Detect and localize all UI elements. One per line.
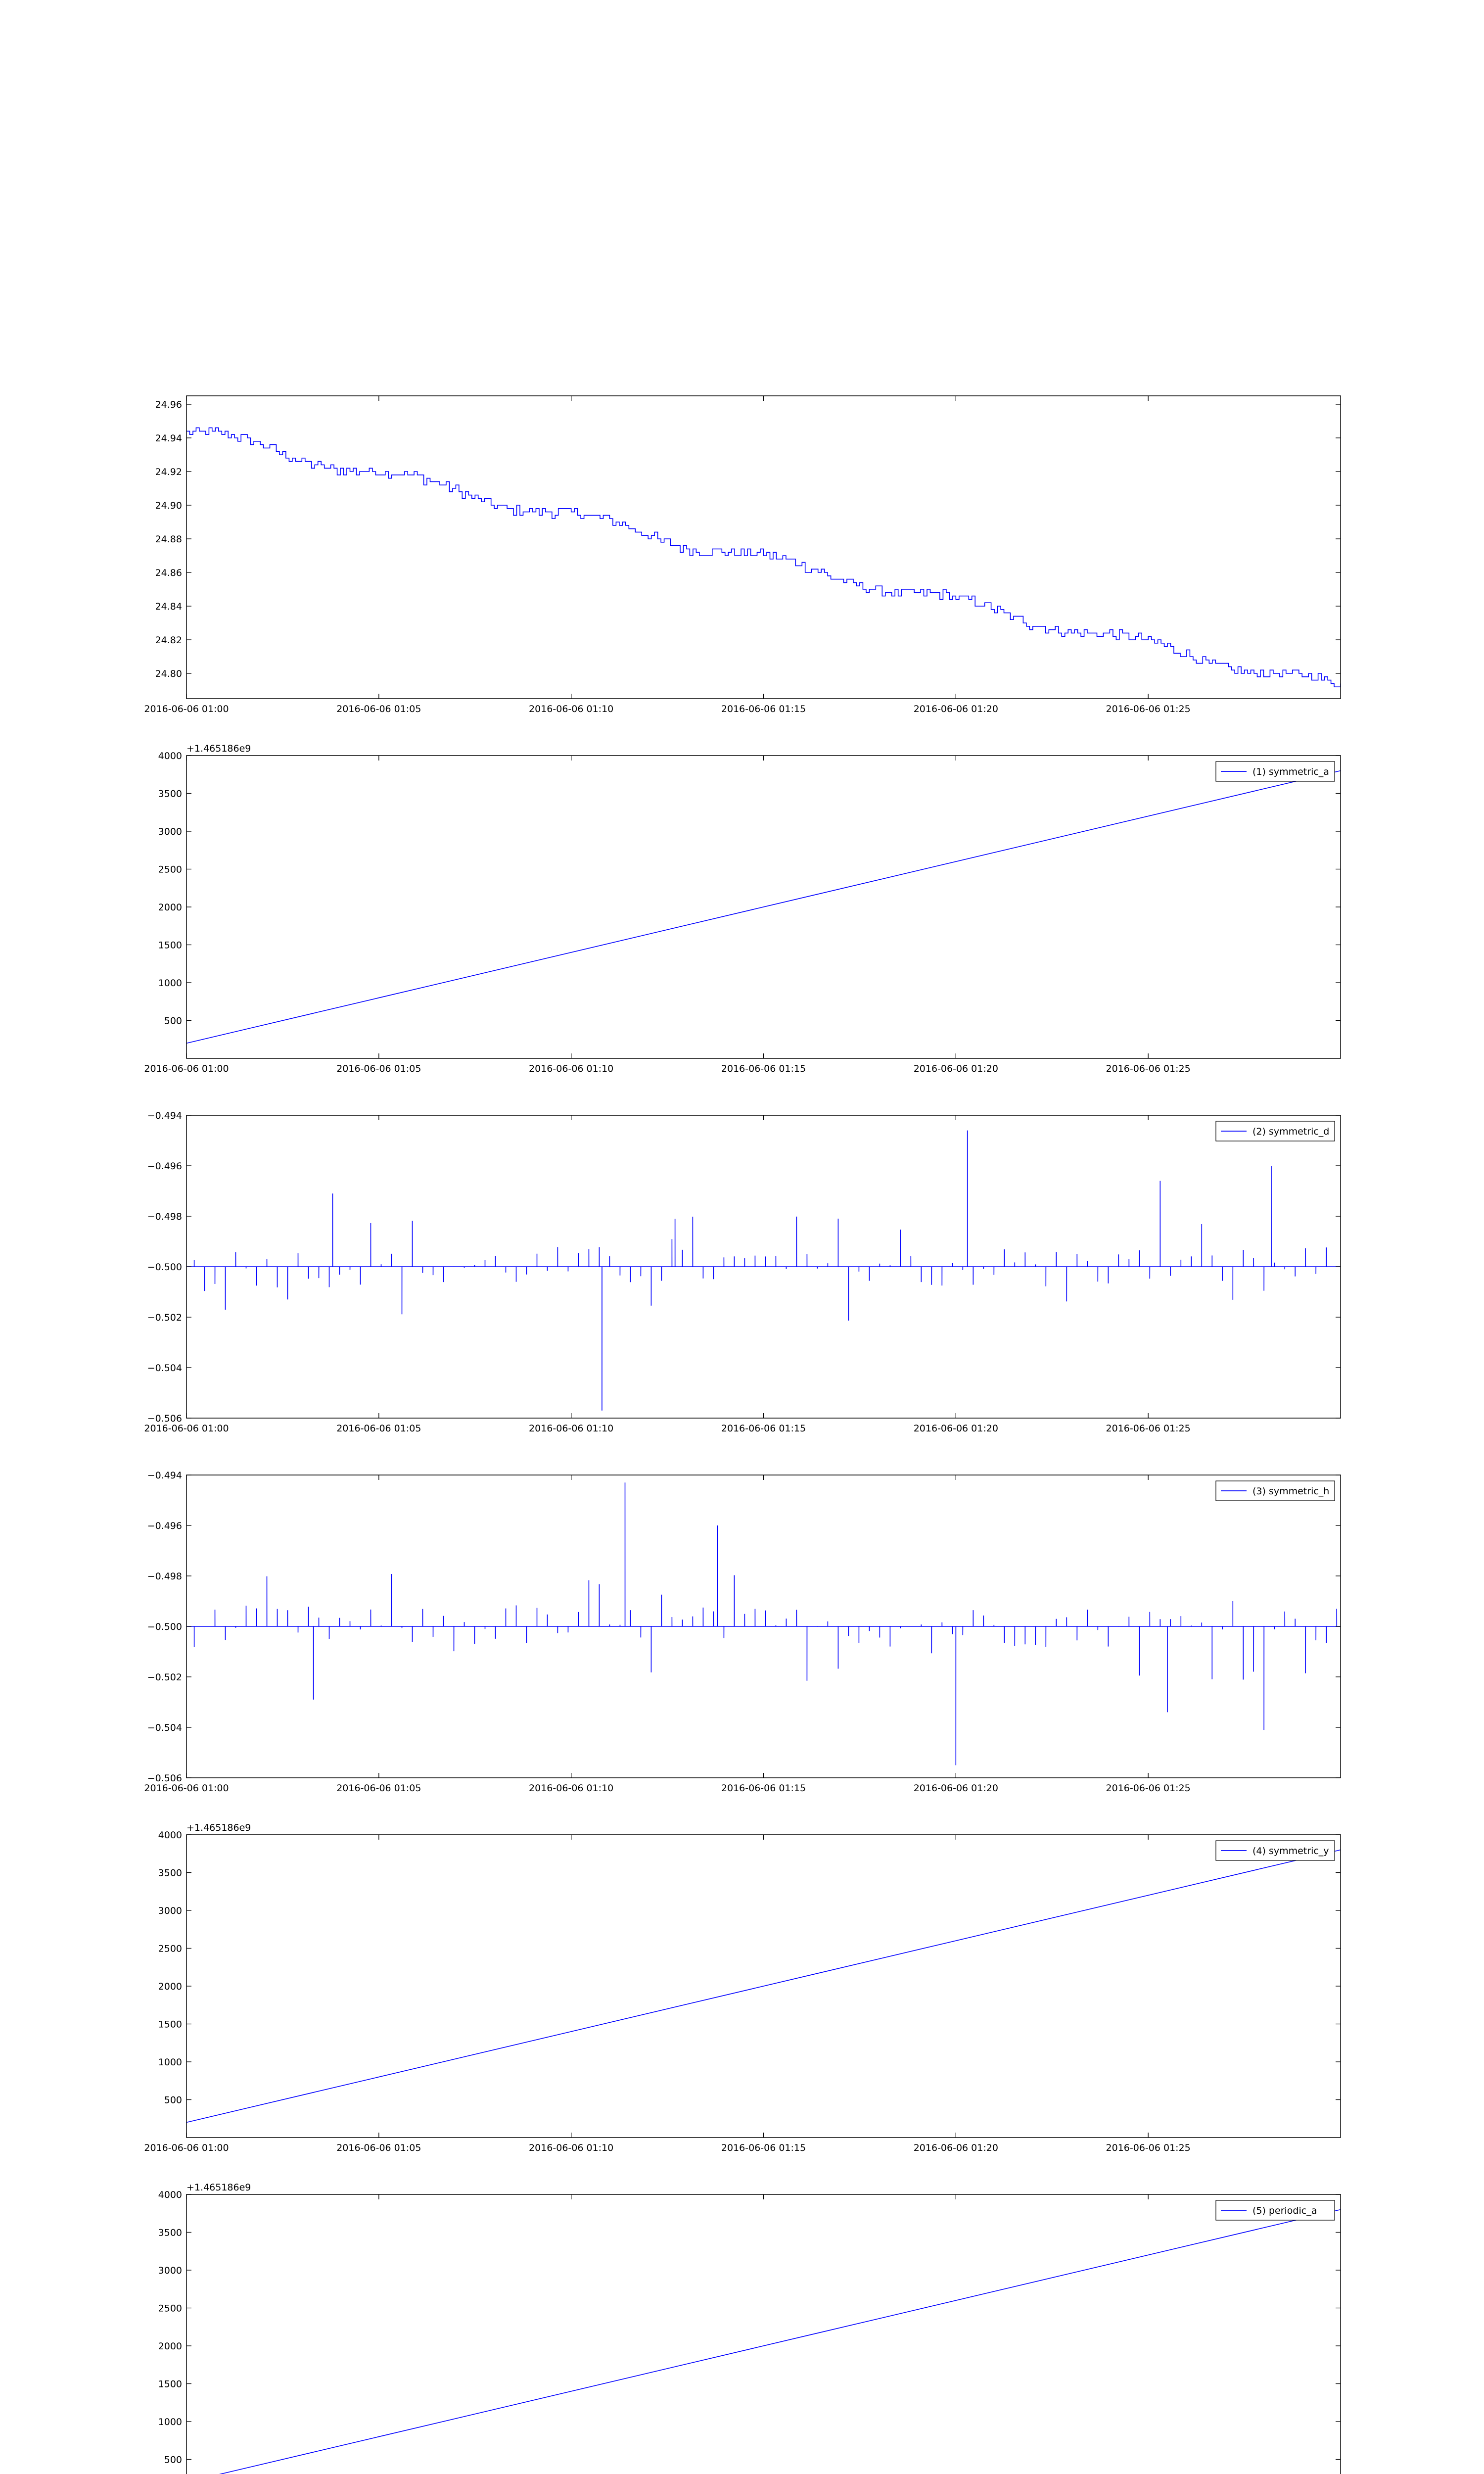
x-tick-label: 2016-06-06 01:05	[336, 1063, 421, 1074]
y-tick-label: 24.90	[155, 500, 182, 511]
series-line	[186, 1850, 1341, 2123]
y-tick-label: −0.496	[147, 1521, 182, 1531]
y-tick-label: 1500	[158, 2019, 182, 2030]
y-tick-label: 3500	[158, 1867, 182, 1879]
y-tick-label: −0.502	[147, 1672, 182, 1683]
x-tick-label: 2016-06-06 01:25	[1106, 704, 1191, 714]
series-line	[186, 1482, 1341, 1765]
x-tick-label: 2016-06-06 01:20	[913, 1063, 998, 1074]
y-tick-label: −0.494	[147, 1110, 182, 1121]
x-tick-label: 2016-06-06 01:15	[721, 1783, 806, 1794]
y-tick-label: 1500	[158, 940, 182, 951]
x-tick-label: 2016-06-06 01:20	[913, 1423, 998, 1434]
series-line	[186, 771, 1341, 1044]
chart-panel-1	[144, 396, 1341, 714]
y-tick-label: 2500	[158, 1943, 182, 1954]
x-tick-label: 2016-06-06 01:10	[529, 1423, 614, 1434]
x-tick-label: 2016-06-06 01:10	[529, 2142, 614, 2153]
y-tick-label: 3500	[158, 788, 182, 800]
x-tick-label: 2016-06-06 01:05	[336, 1783, 421, 1794]
y-tick-label: 2500	[158, 2303, 182, 2314]
x-tick-label: 2016-06-06 01:05	[336, 2142, 421, 2153]
y-tick-label: 1000	[158, 978, 182, 989]
x-tick-label: 2016-06-06 01:15	[721, 1063, 806, 1074]
x-tick-label: 2016-06-06 01:25	[1106, 2142, 1191, 2153]
y-tick-label: −0.502	[147, 1312, 182, 1323]
legend-label: (4) symmetric_y	[1252, 1846, 1329, 1856]
chart-panel-6	[144, 2182, 1341, 2474]
chart-panel-2	[144, 743, 1341, 1074]
y-tick-label: −0.498	[147, 1571, 182, 1582]
y-tick-label: −0.504	[147, 1363, 182, 1374]
x-tick-label: 2016-06-06 01:05	[336, 1423, 421, 1434]
y-tick-label: 24.94	[155, 433, 182, 444]
y-tick-label: 500	[164, 2094, 182, 2106]
chart-panel-5	[144, 1822, 1341, 2153]
x-tick-label: 2016-06-06 01:15	[721, 704, 806, 714]
x-tick-label: 2016-06-06 01:25	[1106, 1423, 1191, 1434]
x-tick-label: 2016-06-06 01:15	[721, 2142, 806, 2153]
y-tick-label: 24.86	[155, 568, 182, 578]
chart-panel-3	[144, 1110, 1341, 1434]
y-tick-label: −0.494	[147, 1470, 182, 1481]
y-tick-label: −0.498	[147, 1211, 182, 1222]
x-tick-label: 2016-06-06 01:00	[144, 1063, 229, 1074]
y-tick-label: 1000	[158, 2417, 182, 2427]
legend-label: (2) symmetric_d	[1252, 1126, 1330, 1137]
y-tick-label: 24.84	[155, 601, 182, 612]
legend-label: (1) symmetric_a	[1252, 766, 1329, 777]
x-tick-label: 2016-06-06 01:05	[336, 704, 421, 714]
y-tick-label: −0.500	[147, 1262, 182, 1273]
legend-label: (5) periodic_a	[1252, 2205, 1317, 2216]
x-tick-label: 2016-06-06 01:25	[1106, 1063, 1191, 1074]
x-tick-label: 2016-06-06 01:00	[144, 704, 229, 714]
y-tick-label: 3000	[158, 826, 182, 837]
y-tick-label: 4000	[158, 2189, 182, 2200]
x-tick-label: 2016-06-06 01:25	[1106, 1783, 1191, 1794]
x-tick-label: 2016-06-06 01:20	[913, 1783, 998, 1794]
axes-frame	[186, 2194, 1341, 2474]
legend	[1216, 2200, 1335, 2220]
series-line	[186, 1131, 1341, 1411]
axes-frame	[186, 396, 1341, 699]
legend-label: (3) symmetric_h	[1252, 1486, 1330, 1497]
y-tick-label: −0.500	[147, 1621, 182, 1632]
y-tick-label: 24.82	[155, 635, 182, 646]
x-tick-label: 2016-06-06 01:10	[529, 1063, 614, 1074]
y-tick-label: 1000	[158, 2057, 182, 2068]
y-tick-label: 24.88	[155, 534, 182, 545]
y-tick-label: 3000	[158, 1905, 182, 1916]
axis-offset-text: +1.465186e9	[186, 1822, 251, 1833]
y-tick-label: 4000	[158, 1830, 182, 1841]
legend	[1216, 1121, 1335, 1141]
y-tick-label: 2000	[158, 2341, 182, 2352]
x-tick-label: 2016-06-06 01:15	[721, 1423, 806, 1434]
x-tick-label: 2016-06-06 01:00	[144, 2142, 229, 2153]
series-line	[186, 428, 1341, 687]
axis-offset-text: +1.465186e9	[186, 2182, 251, 2193]
x-tick-label: 2016-06-06 01:20	[913, 704, 998, 714]
y-tick-label: 500	[164, 2454, 182, 2466]
y-tick-label: −0.506	[147, 1773, 182, 1784]
y-tick-label: −0.506	[147, 1413, 182, 1424]
y-tick-label: 24.80	[155, 668, 182, 679]
y-tick-label: 3500	[158, 2227, 182, 2238]
legend	[1216, 761, 1335, 781]
x-tick-label: 2016-06-06 01:10	[529, 704, 614, 714]
y-tick-label: 4000	[158, 751, 182, 761]
y-tick-label: 500	[164, 1015, 182, 1027]
x-tick-label: 2016-06-06 01:20	[913, 2142, 998, 2153]
y-tick-label: 24.96	[155, 399, 182, 410]
chart-panel-4	[144, 1470, 1341, 1794]
legend	[1216, 1841, 1335, 1860]
y-tick-label: 2000	[158, 1981, 182, 1992]
x-tick-label: 2016-06-06 01:10	[529, 1783, 614, 1794]
y-tick-label: 2500	[158, 864, 182, 875]
y-tick-label: 24.92	[155, 467, 182, 477]
y-tick-label: 2000	[158, 902, 182, 913]
x-tick-label: 2016-06-06 01:00	[144, 1783, 229, 1794]
y-tick-label: −0.496	[147, 1161, 182, 1172]
series-line	[186, 2210, 1341, 2474]
y-tick-label: 3000	[158, 2265, 182, 2276]
x-tick-label: 2016-06-06 01:00	[144, 1423, 229, 1434]
y-tick-label: −0.504	[147, 1722, 182, 1733]
legend	[1216, 1481, 1335, 1501]
y-tick-label: 1500	[158, 2379, 182, 2390]
axis-offset-text: +1.465186e9	[186, 743, 251, 754]
